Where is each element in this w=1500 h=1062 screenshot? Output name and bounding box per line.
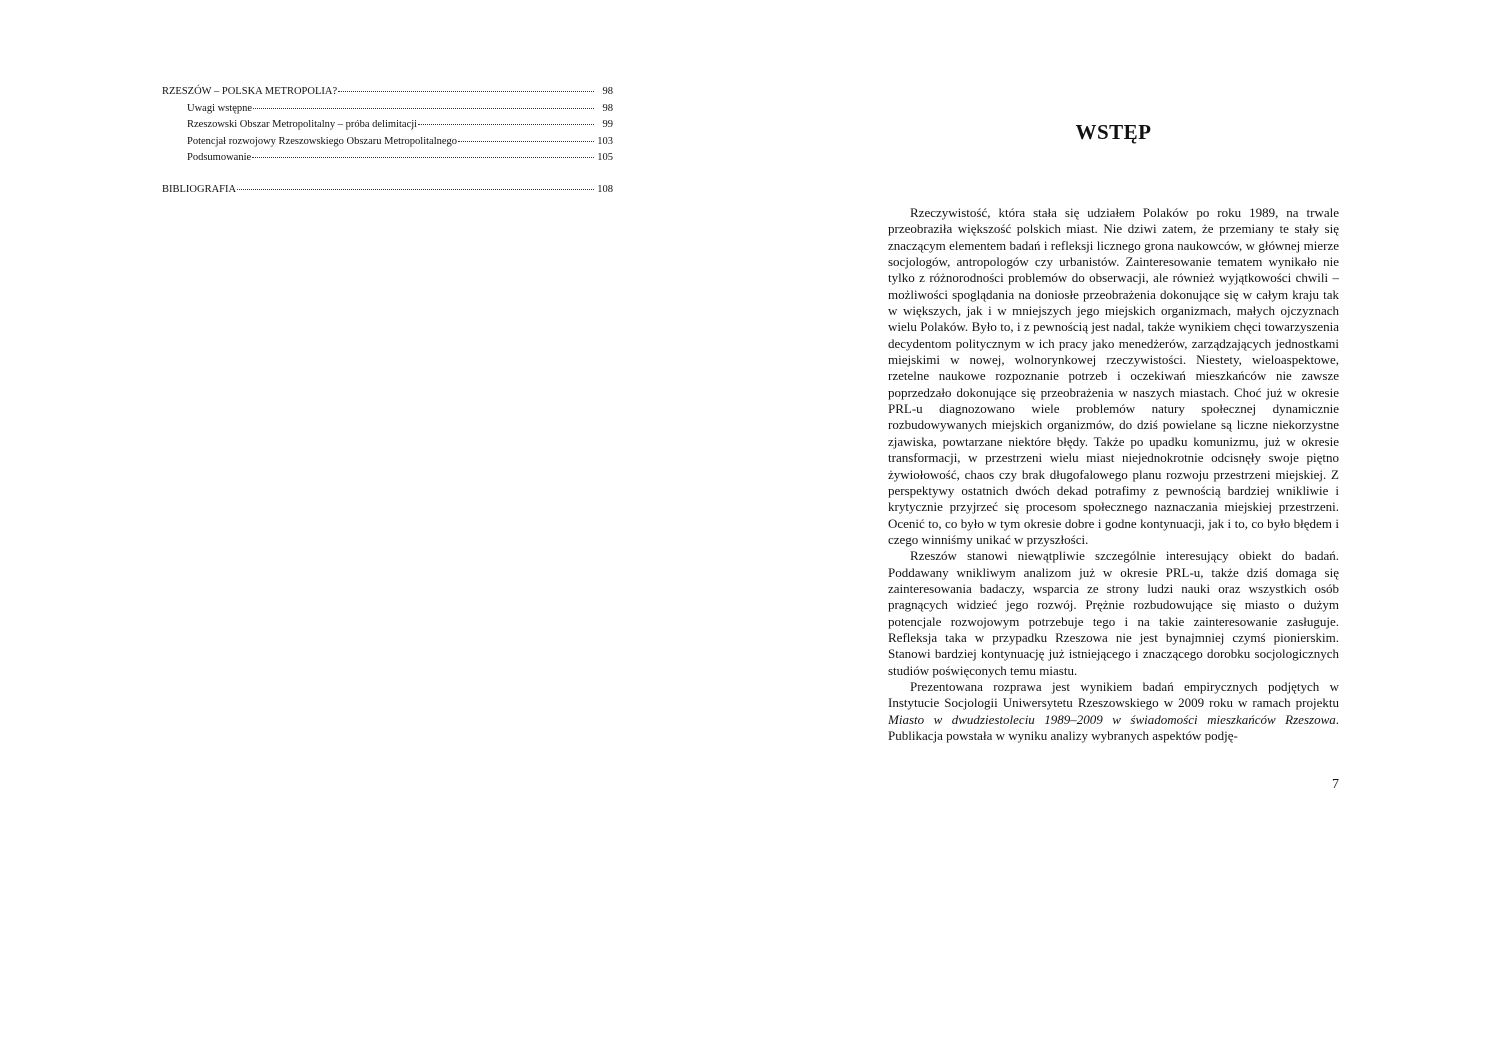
paragraph-3-end: . Publikacja powstała w wyniku analizy wybranych aspektów podję- [888, 711, 1339, 743]
toc-entry-page: 98 [602, 102, 613, 114]
page-number: 7 [1332, 777, 1339, 792]
paragraph-2: Rzeszów stanowi niewątpliwie szczególnie interesujący obiekt do badań. Poddawany wnikliwym analizom już w okresie PRL-u, także dziś domaga się zainteresowania badaczy, wsparcia ze strony ludzi nauki oraz wszystkich osób pragnących widzieć jego rozwój. Prężnie rozbudowujące się miasto o dużym potencjale rozwojowym potrzebuje tego i na takie zainteresowanie zasługuje. Refleksja taka w przypadku Rzeszowa nie jest bynajmniej czymś pionierskim. Stanowi bardziej kontynuację już istniejącego i znaczącego dorobku socjologicznych studiów poświęconych temu miastu. [888, 548, 1339, 678]
toc-entry-title: BIBLIOGRAFIA [162, 183, 237, 195]
toc-entry-title: Podsumowanie [187, 152, 252, 164]
project-title-italic: Miasto w dwudziestoleciu 1989–2009 w świadomości mieszkańców Rzeszowa [888, 711, 1336, 727]
paragraph-3-start: Prezentowana rozprawa jest wynikiem badań empirycznych podjętych w Instytucie Socjologii Uniwersytetu Rzeszowskiego w 2009 roku w ramach projektu [888, 678, 1339, 711]
toc-entry-page: 105 [597, 152, 613, 164]
paragraph-3 [888, 679, 1339, 744]
toc-entry-page: 103 [597, 135, 613, 147]
toc-entry-title: Potencjał rozwojowy Rzeszowskiego Obszaru Metropolitalnego [187, 135, 458, 147]
toc-leader-dots [458, 131, 594, 142]
toc-entry-page: 108 [597, 183, 613, 195]
chapter-title: WSTĘP [1075, 120, 1152, 144]
toc-leader-dots [253, 98, 594, 109]
toc-leader-dots [237, 179, 594, 190]
toc-entry-title: Uwagi wstępne [187, 102, 253, 114]
toc-entry-title: Rzeszowski Obszar Metropolitalny – próba delimitacji [187, 119, 418, 131]
toc-leader-dots [338, 81, 594, 92]
toc-entry-bibliography[interactable] [162, 181, 613, 198]
paragraph-1: Rzeczywistość, która stała się udziałem Polaków po roku 1989, na trwale przeobraziła większość polskich miast. Nie dziwi zatem, że przemiany te stały się znaczącym elementem badań i refleksji licznego grona naukowców, w głównej mierze socjologów, antropologów czy urbanistów. Zainteresowanie tematem wynikało nie tylko z różnorodności problemów do obserwacji, ale również wyjątkowości chwili – możliwości spoglądania na doniosłe przeobrażenia dokonujące się w całym kraju tak w większych, jak i w mniejszych jego miejskich organizmach, małych ojczyznach wielu Polaków. Było to, i z pewnością jest nadal, także wynikiem chęci towarzyszenia decydentom politycznym w ich pracy jako menedżerów, zarządzających jednostkami miejskimi w nowej, wolnorynkowej rzeczywistości. Niestety, wieloaspektowe, rzetelne naukowe rozpoznanie potrzeb i oczekiwań mieszkańców nie zawsze poprzedzało dokonujące się przeobrażenia w naszych miastach. Choć już w okresie PRL-u diagnozowano wiele problemów natury społecznej dynamicznie rozbudowywanych miejskich organizmów, do dziś powielane są liczne niekorzystne zjawiska, powtarzane niektóre błędy. Także po upadku komunizmu, już w okresie transformacji, w przestrzeni wielu miast niejednokrotnie odcisnęły swoje piętno żywiołowość, chaos czy brak długofalowego planu rozwoju przestrzeni miejskiej. Z perspektywy ostatnich dwóch dekad potrafimy z pewnością bardziej wnikliwie i krytycznie przyjrzeć się procesom społecznego naznaczania miejskiej przestrzeni. Ocenić to, co było w tym okresie dobre i godne kontynuacji, jak i to, co było błędem i czego winniśmy unikać w przyszłości. [888, 205, 1339, 547]
toc-entry-page: 98 [602, 86, 613, 97]
toc-leader-dots [418, 114, 594, 125]
toc-entry-section[interactable] [162, 149, 613, 166]
toc-leader-dots [252, 147, 594, 158]
table-of-contents [162, 83, 613, 197]
toc-entry-page: 99 [602, 119, 613, 131]
toc-entry-title: RZESZÓW – POLSKA METROPOLIA? [162, 86, 338, 97]
article-body [888, 205, 1339, 744]
